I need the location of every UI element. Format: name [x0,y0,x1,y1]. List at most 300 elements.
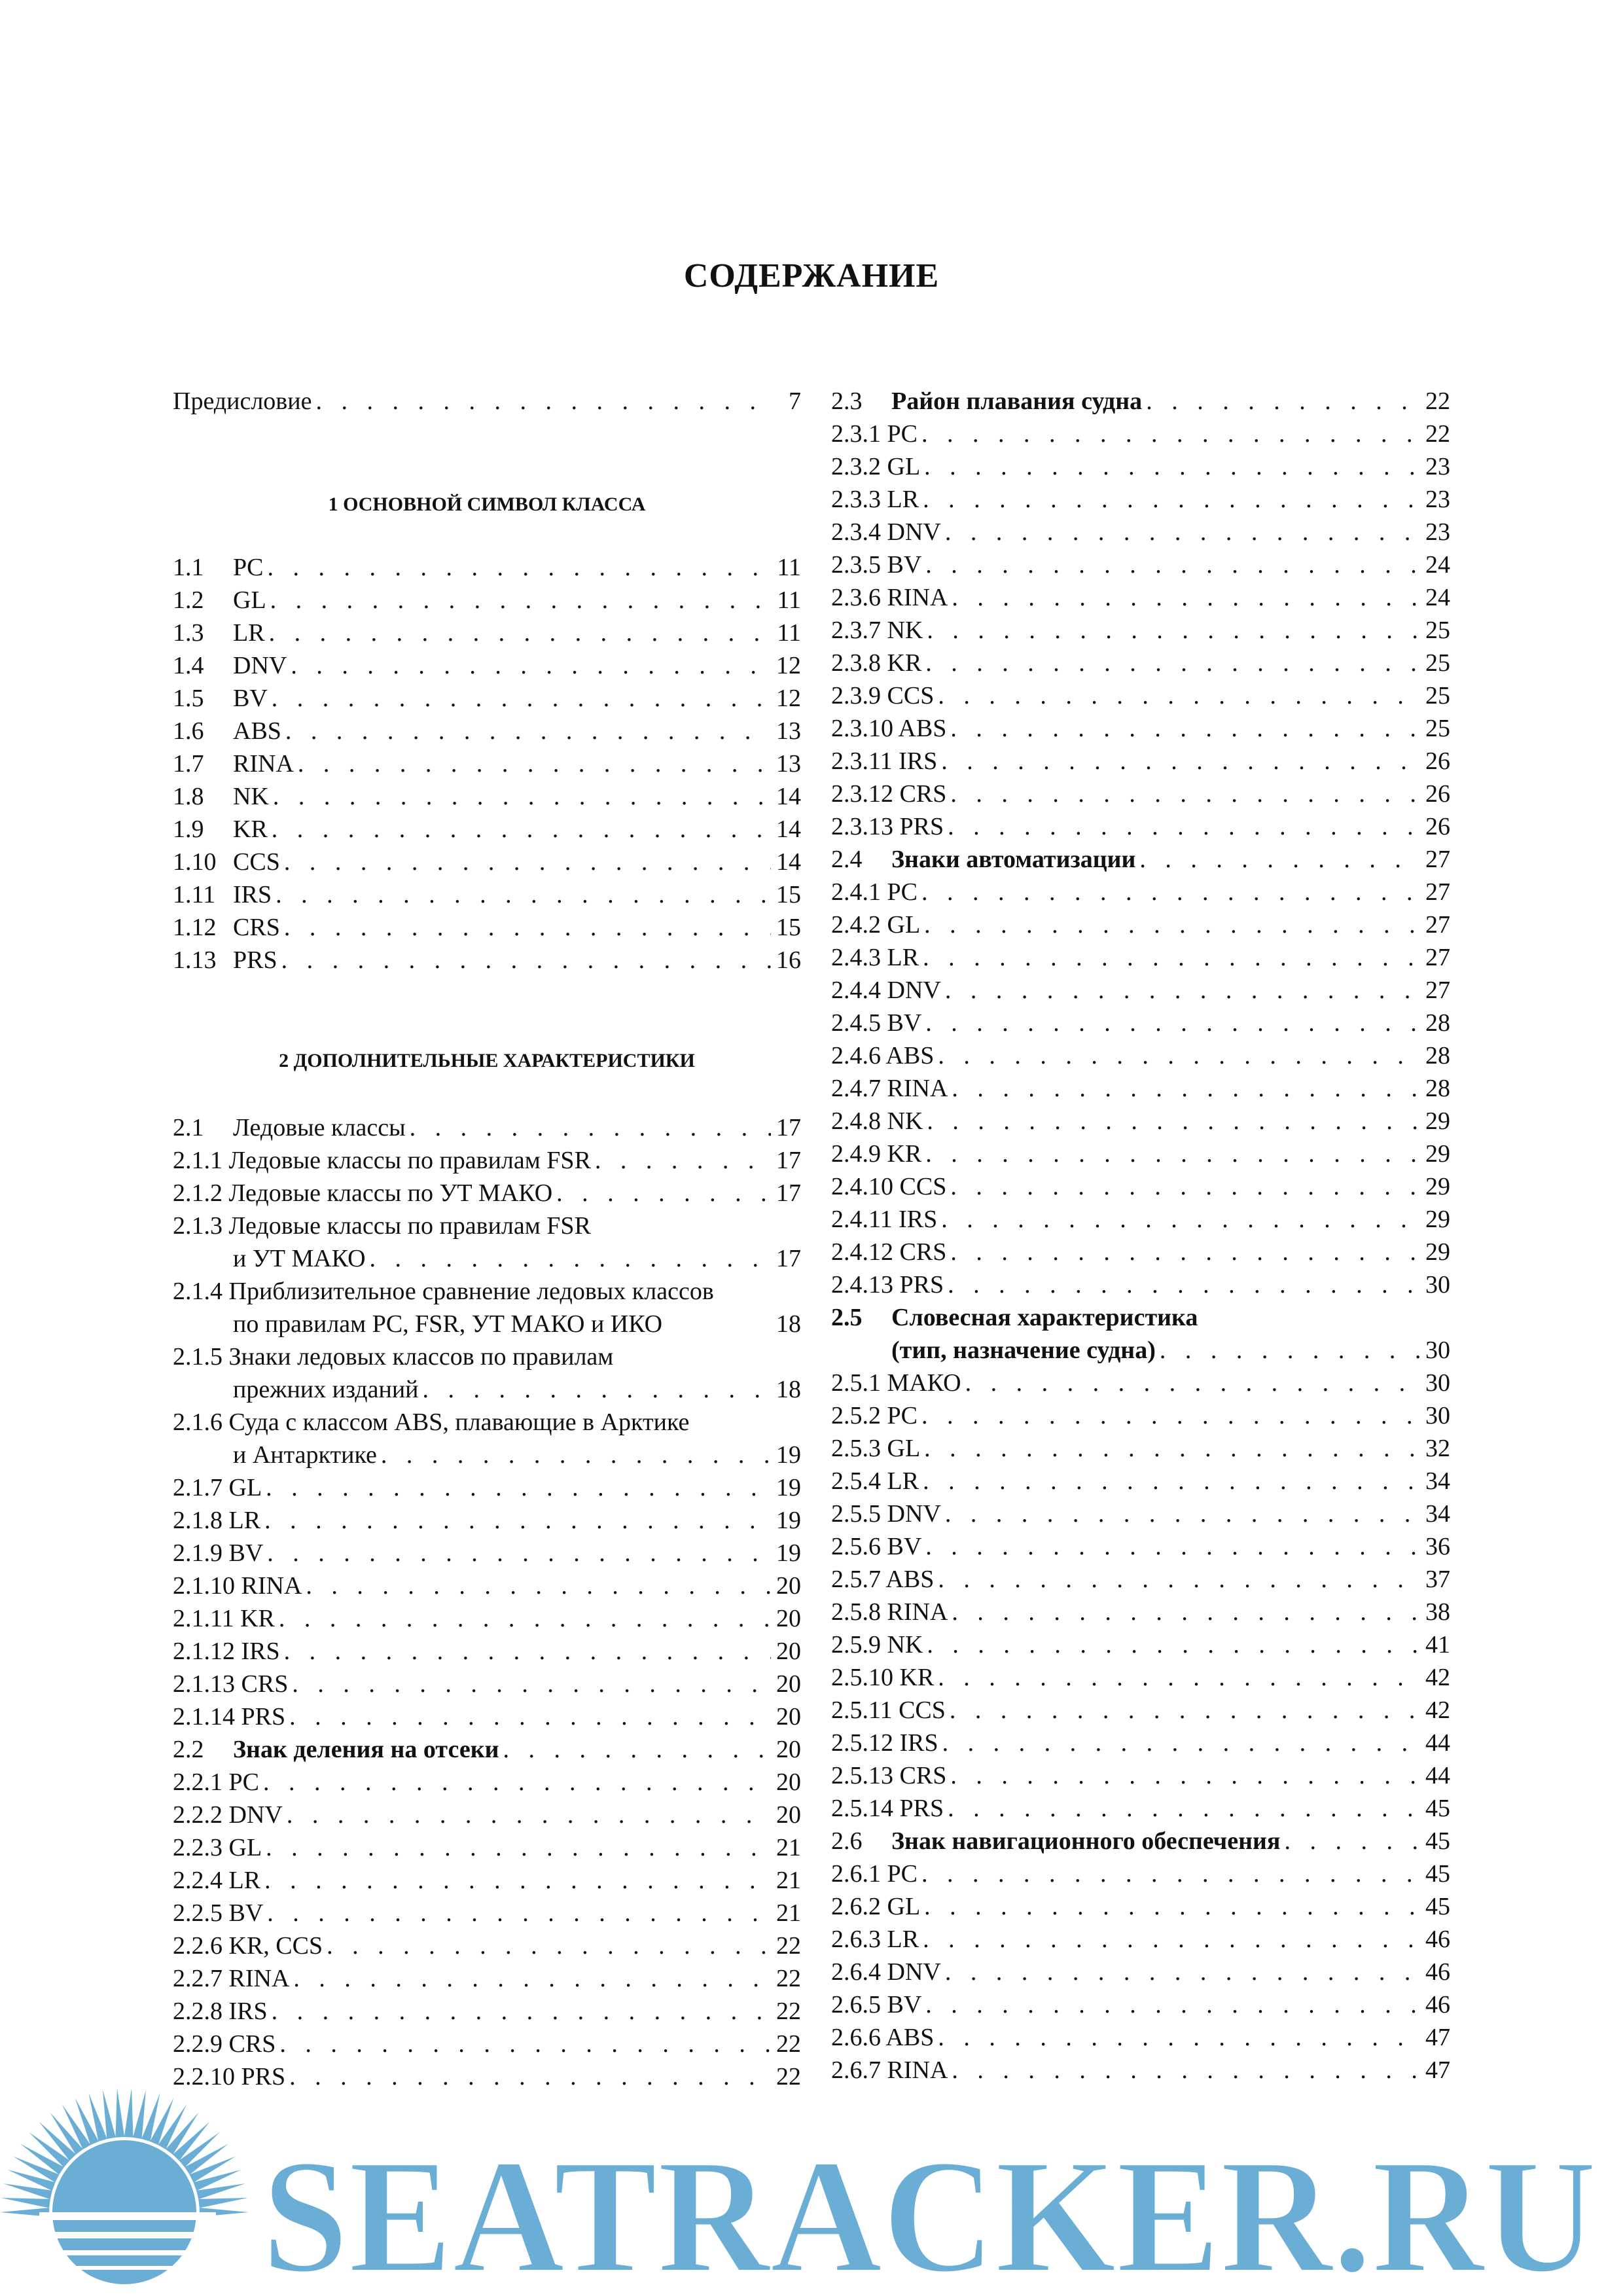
toc-entry-page: 21 [776,1834,801,1861]
toc-entry-number: 1.7 [173,750,204,778]
toc-entry[interactable] [831,1203,1450,1236]
toc-entry-label: 2.3.5 BV [831,551,922,579]
toc-entry-2-6[interactable]: 2.6 Знак навигационного обеспечения . . . 45 [831,1825,1450,1857]
toc-entry[interactable] [173,780,801,813]
toc-entry-label: 2.4.5 BV [831,1009,922,1037]
toc-entry[interactable] [831,516,1450,548]
toc-entry[interactable] [173,715,801,747]
toc-entry-page: 23 [1425,453,1450,480]
toc-entry-number: 1.9 [173,816,204,843]
toc-entry-page: 30 [1425,1369,1450,1397]
toc-entry-page: 12 [776,685,801,712]
toc-entry-label: 2.2.2 DNV [173,1801,283,1829]
toc-leader-dots [952,1596,1420,1628]
sun-ray [115,2088,124,2137]
toc-leader-dots [938,679,1420,712]
toc-leader-dots [292,1668,771,1700]
toc-leader-dots [941,745,1420,778]
toc-leader-dots [269,617,771,649]
toc-entry-number: 1.4 [173,652,204,679]
toc-entry-page: 27 [1425,977,1450,1004]
toc-leader-dots [285,715,771,747]
toc-entry[interactable] [831,1988,1450,2021]
toc-entry-label: 2.2.10 PRS [173,2063,286,2090]
toc-entry-page: 28 [1425,1075,1450,1102]
toc-leader-dots [921,1857,1420,1890]
toc-entry[interactable] [173,682,801,715]
toc-entry[interactable] [173,1864,801,1897]
toc-entry[interactable] [831,1399,1450,1432]
toc-entry-page: 19 [776,1474,801,1501]
toc-entry[interactable] [173,1831,801,1864]
toc-entry-label: 2.2.1 PC [173,1768,259,1796]
toc-entry-2-1-4[interactable]: по правилам PC, FSR, УТ МАКО и ИКО 18 [233,1310,801,1338]
toc-entry-label: 2.4.11 IRS [831,1206,938,1233]
toc-entry[interactable] [831,1759,1450,1792]
toc-leader-dots [950,778,1420,810]
toc-entry-label: NK [233,783,269,810]
toc-entry[interactable] [831,450,1450,483]
toc-entry[interactable] [173,1700,801,1733]
toc-entry-page: 24 [1425,584,1450,611]
toc-entry[interactable] [831,941,1450,974]
toc-entry[interactable] [831,1596,1450,1628]
toc-entry[interactable] [173,1635,801,1668]
toc-leader-dots [925,647,1420,679]
toc-entry-label: 2.4.8 NK [831,1107,923,1135]
toc-entry-label: 2.1.13 CRS [173,1670,289,1698]
toc-entry-label: 2.5.13 CRS [831,1762,947,1789]
toc-entry[interactable] [831,581,1450,614]
toc-leader-dots [952,1072,1420,1105]
toc-entry-page: 37 [1425,1566,1450,1593]
toc-entry[interactable] [831,1890,1450,1923]
toc-leader-dots [923,1923,1420,1956]
toc-entry-label: 2.4.6 ABS [831,1042,935,1069]
toc-entry-2-5-line1: 2.5 Словесная характеристика [831,1304,1198,1331]
toc-entry-page: 20 [776,1801,801,1829]
toc-entry-label: 2.4.3 LR [831,944,919,971]
toc-entry-label: 2.4.1 PC [831,878,918,906]
toc-entry-label: 2.5.11 CCS [831,1696,946,1724]
toc-leader-dots [284,846,771,878]
toc-leader-dots [279,2028,771,2060]
toc-entry-page: 13 [776,750,801,778]
toc-entry-page: 36 [1425,1533,1450,1560]
toc-entry-label: 2.3.6 RINA [831,584,948,611]
toc-entry-page: 20 [776,1703,801,1731]
toc-entry-page: 14 [776,816,801,843]
toc-entry[interactable] [831,1563,1450,1596]
toc-entry[interactable] [173,878,801,911]
toc-entry-label: ABS [233,717,281,745]
toc-leader-dots [298,747,771,780]
toc-entry-page: 20 [776,1768,801,1796]
sun-ray [103,2090,116,2139]
toc-entry[interactable] [173,584,801,617]
toc-leader-dots [287,1799,771,1831]
toc-entry[interactable] [831,483,1450,516]
toc-entry-label: 2.4.7 RINA [831,1075,948,1102]
toc-entry[interactable] [831,974,1450,1007]
toc-entry[interactable] [831,1268,1450,1301]
section-heading-1: 1 ОСНОВНОЙ СИМВОЛ КЛАССА [328,493,646,515]
toc-entry-number: 1.13 [173,946,217,974]
toc-entry[interactable] [831,1498,1450,1530]
toc-leader-dots [306,1570,771,1602]
toc-entry-label: 2.6.7 RINA [831,2056,948,2084]
toc-entry-page: 25 [1425,682,1450,709]
toc-entry-page: 47 [1425,2056,1450,2084]
toc-entry-page: 19 [776,1539,801,1567]
toc-entry-page: 22 [776,2063,801,2090]
toc-entry-label: 2.2.9 CRS [173,2030,276,2058]
toc-entry-page: 27 [1425,944,1450,971]
toc-entry[interactable] [831,647,1450,679]
toc-entry-2-1-2[interactable]: 2.1.2 Ледовые классы по УТ МАКО . . . 17 [173,1177,801,1210]
toc-entry-page: 21 [776,1899,801,1927]
toc-entry-page: 25 [1425,649,1450,677]
toc-entry-page: 46 [1425,1926,1450,1953]
toc-entry[interactable] [173,944,801,977]
toc-entry[interactable] [173,1668,801,1700]
toc-entry-label: 2.2.4 LR [173,1867,261,1894]
toc-entry-label: 2.3.12 CRS [831,780,947,808]
toc-entry[interactable] [173,1897,801,1929]
toc-entry[interactable] [173,649,801,682]
toc-entry-label: 2.1.9 BV [173,1539,264,1567]
toc-entry[interactable] [831,1072,1450,1105]
toc-entry-number: 1.5 [173,685,204,712]
toc-entry[interactable] [831,810,1450,843]
toc-entry-number: 1.1 [173,554,204,581]
toc-entry-page: 11 [777,554,801,581]
toc-leader-dots [945,1498,1420,1530]
toc-leader-dots [941,1203,1420,1236]
toc-entry-label: 2.3.7 NK [831,617,923,644]
toc-entry-page: 20 [776,1605,801,1632]
toc-entry-label: 2.5.3 GL [831,1435,921,1462]
toc-entry-label: 2.1.14 PRS [173,1703,286,1731]
toc-entry-page: 20 [776,1670,801,1698]
toc-entry-page: 30 [1425,1402,1450,1429]
toc-entry-page: 12 [776,652,801,679]
toc-entry-2-2[interactable]: 2.2 Знак деления на отсеки . . . 20 [173,1733,801,1766]
toc-entry-page: 22 [776,1965,801,1992]
toc-entry-2-1-4-line1: 2.1.4 Приблизительное сравнение ледовых классов [173,1278,714,1305]
toc-entry[interactable] [831,908,1450,941]
toc-entry-preface[interactable]: Предисловие . . . 7 [173,385,801,418]
toc-leader-dots [925,1988,1420,2021]
toc-entry-label: 2.3.10 ABS [831,715,947,742]
toc-entry-page: 20 [776,1572,801,1600]
toc-entry[interactable] [831,745,1450,778]
toc-entry-label: RINA [233,750,294,778]
toc-entry-page: 34 [1425,1500,1450,1528]
toc-entry[interactable] [831,679,1450,712]
toc-entry-label: 2.2.7 RINA [173,1965,290,1992]
toc-entry-page: 29 [1425,1107,1450,1135]
toc-entry[interactable] [831,1923,1450,1956]
toc-entry-number: 1.3 [173,619,204,647]
toc-entry-label: 2.5.8 RINA [831,1598,948,1626]
toc-entry-label: 2.6.1 PC [831,1860,918,1888]
toc-entry[interactable] [173,1504,801,1537]
toc-entry-page: 23 [1425,486,1450,513]
toc-entry-2-1-6[interactable]: и Антарктике . . . 19 [173,1439,801,1471]
toc-entry-page: 22 [776,1998,801,2025]
toc-leader-dots [950,1759,1420,1792]
toc-entry-page: 44 [1425,1762,1450,1789]
toc-entry[interactable] [831,1661,1450,1694]
toc-leader-dots [924,908,1420,941]
toc-leader-dots [924,1432,1420,1465]
toc-leader-dots [950,1236,1420,1268]
toc-leader-dots [950,1170,1420,1203]
toc-entry[interactable] [831,1007,1450,1039]
toc-entry-page: 25 [1425,617,1450,644]
toc-entry-page: 11 [777,619,801,647]
toc-entry-label: CRS [233,914,280,941]
toc-entry[interactable] [831,1530,1450,1563]
toc-leader-dots [950,1694,1420,1727]
toc-entry-page: 46 [1425,1991,1450,2018]
toc-entry-label: PRS [233,946,277,974]
toc-leader-dots [938,1563,1420,1596]
toc-entry[interactable] [831,1432,1450,1465]
toc-leader-dots [267,551,771,584]
toc-entry-page: 27 [1425,878,1450,906]
toc-entry-page: 45 [1425,1860,1450,1888]
toc-leader-dots [921,1399,1420,1432]
toc-entry[interactable] [831,1236,1450,1268]
toc-entry[interactable] [831,1170,1450,1203]
toc-entry-page: 46 [1425,1958,1450,1986]
toc-entry[interactable] [173,1537,801,1570]
toc-leader-dots [264,1864,771,1897]
toc-leader-dots [263,1766,771,1799]
toc-leader-dots [927,614,1420,647]
toc-entry-label: 2.4.4 DNV [831,977,941,1004]
toc-leader-dots [950,712,1420,745]
toc-entry[interactable] [831,1792,1450,1825]
toc-leader-dots [272,1995,771,2028]
toc-leader-dots [938,2021,1420,2054]
toc-entry[interactable] [173,1929,801,1962]
toc-leader-dots [924,450,1420,483]
toc-entry-page: 19 [776,1507,801,1534]
toc-entry-page: 42 [1425,1664,1450,1691]
toc-entry[interactable] [831,1628,1450,1661]
toc-entry-page: 22 [776,1932,801,1960]
toc-entry[interactable] [831,418,1450,450]
watermark-text: SEATRACKER.RU [262,2126,1597,2296]
toc-entry[interactable] [173,813,801,846]
toc-entry-page: 15 [776,881,801,908]
toc-entry-2-5[interactable]: (тип, назначение судна) . . . 30 [831,1334,1450,1367]
toc-entry[interactable] [173,1602,801,1635]
toc-entry-label: 2.6.5 BV [831,1991,922,2018]
toc-entry-label: 2.2.8 IRS [173,1998,268,2025]
toc-entry[interactable] [173,1471,801,1504]
toc-entry[interactable] [173,1799,801,1831]
toc-leader-dots [945,974,1420,1007]
toc-leader-dots [266,1831,771,1864]
toc-entry-page: 13 [776,717,801,745]
toc-entry[interactable] [173,846,801,878]
toc-entry-label: 2.5.5 DNV [831,1500,941,1528]
toc-entry-page: 38 [1425,1598,1450,1626]
toc-entry[interactable] [831,1138,1450,1170]
toc-entry-page: 28 [1425,1042,1450,1069]
toc-entry[interactable] [173,551,801,584]
toc-entry-label: 2.6.2 GL [831,1893,921,1920]
toc-entry[interactable] [831,712,1450,745]
toc-leader-dots [293,1962,771,1995]
toc-leader-dots [927,1628,1420,1661]
toc-entry-label: CCS [233,848,280,876]
toc-entry-page: 16 [776,946,801,974]
toc-entry-label: 2.6.3 LR [831,1926,919,1953]
toc-entry[interactable] [173,747,801,780]
toc-leader-dots [284,1635,771,1668]
toc-leader-dots [289,1700,771,1733]
toc-leader-dots [267,1537,771,1570]
toc-entry[interactable] [831,1465,1450,1498]
toc-entry-2-4[interactable]: 2.4 Знаки автоматизации . . . 27 [831,843,1450,876]
toc-entry-2-1[interactable]: 2.1 Ледовые классы . . . 17 [173,1111,801,1144]
toc-entry[interactable] [831,1039,1450,1072]
toc-entry-page: 22 [776,2030,801,2058]
toc-entry-label: 2.5.6 BV [831,1533,922,1560]
toc-leader-dots [927,1105,1420,1138]
toc-entry-2-1-5[interactable]: прежних изданий . . . 18 [173,1373,801,1406]
toc-entry-number: 1.6 [173,717,204,745]
toc-leader-dots [948,1268,1420,1301]
toc-entry-label: 2.4.12 CRS [831,1238,947,1266]
toc-entry-page: 25 [1425,715,1450,742]
sun-ray [133,2090,146,2139]
toc-entry-page: 26 [1425,813,1450,840]
toc-entry[interactable] [173,911,801,944]
toc-entry-label: 2.1.12 IRS [173,1638,280,1665]
toc-entry[interactable] [173,1570,801,1602]
toc-leader-dots [273,780,771,813]
toc-entry-label: 2.1.10 RINA [173,1572,302,1600]
toc-entry-page: 45 [1425,1795,1450,1822]
toc-entry[interactable] [831,1727,1450,1759]
toc-entry-label: 2.3.8 KR [831,649,922,677]
sun-logo-icon [0,2088,249,2284]
toc-entry-label: 2.4.13 PRS [831,1271,944,1299]
toc-entry[interactable] [173,1766,801,1799]
toc-entry-label: KR [233,816,268,843]
toc-entry-page: 41 [1425,1631,1450,1659]
toc-leader-dots [925,548,1420,581]
toc-entry[interactable] [831,1857,1450,1890]
toc-entry-label: 2.2.5 BV [173,1899,264,1927]
toc-entry-page: 32 [1425,1435,1450,1462]
toc-entry-label: 2.5.10 KR [831,1664,935,1691]
toc-leader-dots [272,813,771,846]
toc-leader-dots [925,1138,1420,1170]
toc-entry-label: IRS [233,881,272,908]
toc-entry-label: 2.5.4 LR [831,1467,919,1495]
toc-entry[interactable] [173,1995,801,2028]
toc-leader-dots [279,1602,771,1635]
toc-entry-page: 29 [1425,1140,1450,1168]
toc-leader-dots [938,1039,1420,1072]
toc-entry[interactable] [173,1962,801,1995]
toc-leader-dots [267,1897,771,1929]
toc-entry[interactable] [831,1105,1450,1138]
toc-entry-2-1-5-line1: 2.1.5 Знаки ледовых классов по правилам [173,1343,614,1371]
toc-entry-2-3[interactable]: 2.3 Район плавания судна . . . 22 [831,385,1450,418]
sun-ray [198,2198,247,2208]
toc-leader-dots [921,418,1420,450]
toc-entry-label: 2.4.10 CCS [831,1173,947,1200]
toc-entry[interactable] [831,1956,1450,1988]
toc-entry-label: 2.5.7 ABS [831,1566,935,1593]
toc-entry-page: 26 [1425,780,1450,808]
toc-entry-page: 24 [1425,551,1450,579]
toc-entry-page: 29 [1425,1238,1450,1266]
toc-entry-2-1-6-line1: 2.1.6 Суда с классом ABS, плавающие в Арктике [173,1408,690,1436]
toc-entry[interactable] [173,2028,801,2060]
toc-entry-page: 45 [1425,1893,1450,1920]
toc-entry-2-1-3[interactable]: и УТ МАКО . . . 17 [173,1242,801,1275]
toc-entry-page: 44 [1425,1729,1450,1757]
toc-entry[interactable] [831,1694,1450,1727]
toc-entry-label: 2.5.2 PC [831,1402,918,1429]
toc-entry[interactable] [831,614,1450,647]
toc-leader-dots [923,483,1420,516]
toc-leader-dots [291,649,771,682]
toc-entry-label: PC [233,554,264,581]
toc-entry[interactable] [831,2021,1450,2054]
toc-entry[interactable] [831,548,1450,581]
toc-entry-page: 14 [776,783,801,810]
toc-leader-dots [281,944,771,977]
toc-leader-dots [925,1530,1420,1563]
toc-entry-label: 2.2.6 KR, CCS [173,1932,323,1960]
toc-entry-page: 47 [1425,2024,1450,2051]
toc-entry-page: 28 [1425,1009,1450,1037]
toc-entry-label: 2.4.9 KR [831,1140,922,1168]
toc-entry[interactable] [831,778,1450,810]
toc-leader-dots [264,1504,771,1537]
toc-entry-label: GL [233,586,266,614]
toc-leader-dots [272,682,771,715]
toc-entry-2-1-1[interactable]: 2.1.1 Ледовые классы по правилам FSR . . . 17 [173,1144,801,1177]
toc-leader-dots [965,1367,1420,1399]
toc-entry-page: 14 [776,848,801,876]
toc-entry-label: BV [233,685,268,712]
toc-entry-label: 2.2.3 GL [173,1834,262,1861]
toc-entry[interactable] [831,1367,1450,1399]
toc-entry[interactable] [173,617,801,649]
toc-entry-page: 20 [776,1638,801,1665]
toc-leader-dots [925,1007,1420,1039]
toc-entry-page: 22 [1425,420,1450,448]
toc-entry-label: 2.3.1 PC [831,420,918,448]
toc-entry-label: 2.6.6 ABS [831,2024,935,2051]
toc-entry-page: 23 [1425,518,1450,546]
toc-entry-label: DNV [233,652,287,679]
toc-entry[interactable] [831,876,1450,908]
toc-entry-label: LR [233,619,265,647]
toc-entry-page: 29 [1425,1206,1450,1233]
